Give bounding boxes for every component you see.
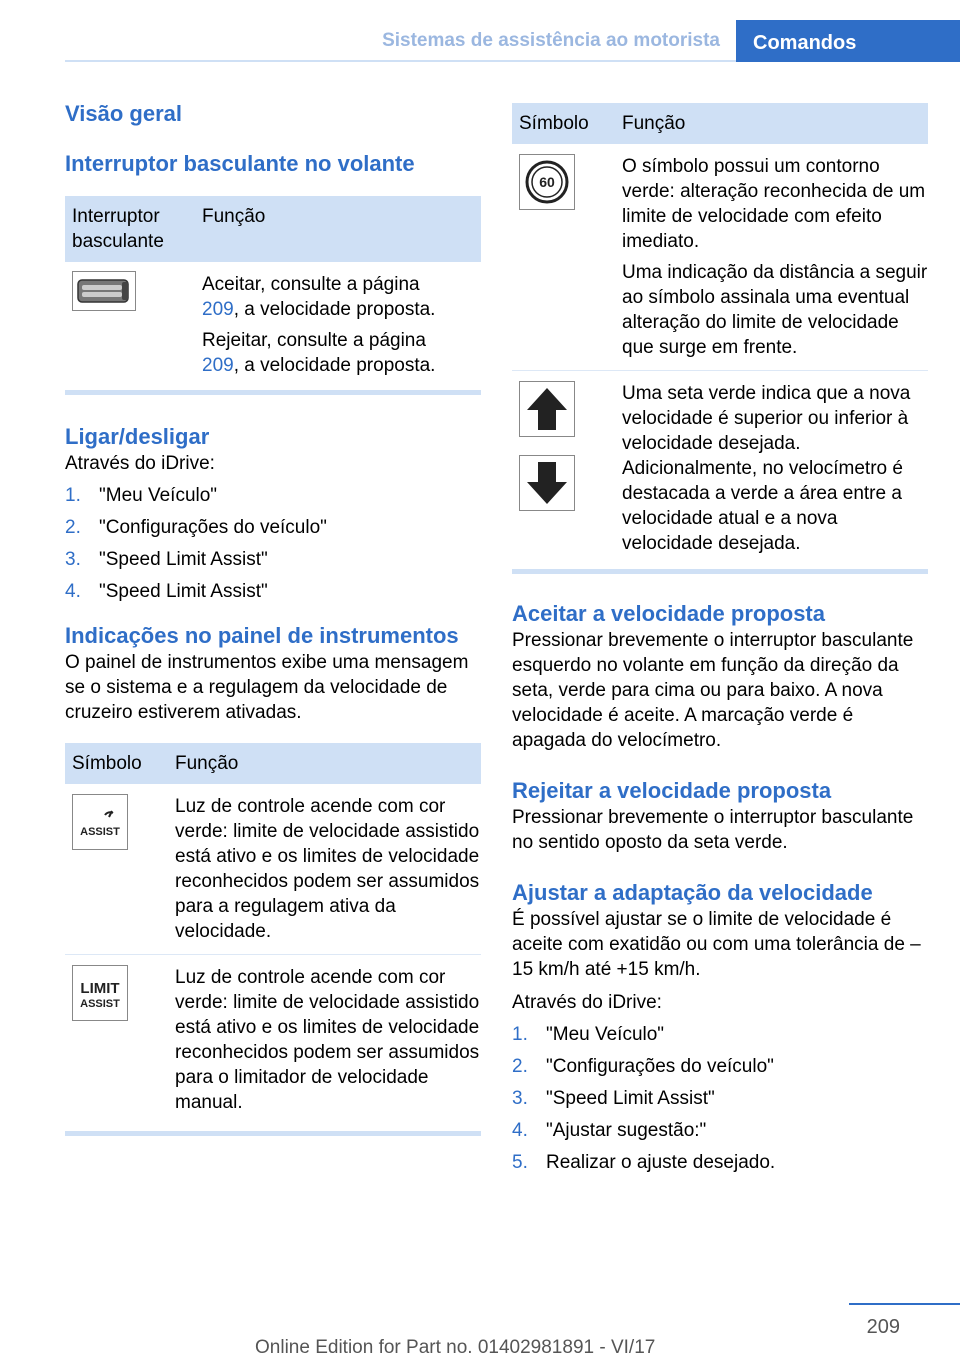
reject-text: Rejeitar, consulte a página (202, 330, 426, 351)
reject-speed-heading: Rejeitar a velocidade proposta (512, 778, 832, 803)
table-row (65, 262, 481, 388)
page-header (65, 20, 960, 62)
symbol-table-left (65, 743, 481, 1125)
limit-icon-label: LIMIT (80, 980, 120, 997)
list-item (65, 515, 481, 540)
adjust-intro: Através do iDrive: (512, 992, 662, 1013)
step-text: "Ajustar sugestão:" (546, 1120, 707, 1141)
table-col-rocker: Interruptor basculante (65, 196, 195, 262)
sign-value: 60 (539, 174, 555, 190)
speed-limit-sign-icon (519, 154, 575, 210)
accept-text-end: , a velocidade proposta. (233, 299, 436, 320)
table-end-bar (65, 390, 481, 395)
on-off-heading: Ligar/desligar (65, 424, 210, 449)
table-header-row (65, 196, 481, 262)
list-item (512, 1086, 928, 1111)
sign-description-2: Uma indicação da distância a seguir ao símbolo assinala uma eventual alteração do limite de velocidade que surge em frente. (622, 262, 928, 358)
page-link[interactable]: 209 (202, 355, 234, 376)
accept-text: Aceitar, consulte a página (202, 274, 420, 295)
step-number: 4. (65, 581, 81, 602)
step-number: 1. (65, 485, 81, 506)
step-number: 5. (512, 1152, 528, 1173)
rocker-switch-table (65, 196, 481, 388)
reject-text-end: , a velocidade proposta. (233, 355, 436, 376)
header-divider (65, 60, 736, 62)
header-chapter-tab[interactable]: Comandos (736, 20, 960, 62)
list-item (512, 1118, 928, 1143)
table-header-row (65, 743, 481, 784)
list-item (512, 1150, 928, 1175)
speed-limit-assist-icon (72, 794, 128, 850)
on-off-intro: Através do iDrive: (65, 453, 215, 474)
step-text: Realizar o ajuste desejado. (546, 1152, 776, 1173)
limit-assist-icon (72, 965, 128, 1021)
arrow-down-icon (519, 455, 575, 511)
limit-icon-sublabel: ASSIST (80, 998, 120, 1010)
limit-description: Luz de controle acende com cor verde: limite de velocidade assistido está ativo e os limites de velocidade reconhecidos podem ser assumidos para o limitador de velocidade manual. (175, 967, 480, 1113)
rocker-switch-heading: Interruptor basculante no volante (65, 151, 415, 176)
step-number: 1. (512, 1024, 528, 1045)
step-number: 2. (65, 517, 81, 538)
rocker-switch-icon (72, 271, 136, 311)
table-header-row (512, 103, 928, 144)
sign-description-1: O símbolo possui um contorno verde: alteração reconhecida de um limite de velocidade com efeito imediato. (622, 156, 926, 252)
edition-note: Online Edition for Part no. 01402981891 - VI/17 (255, 1337, 656, 1358)
symbol-table-right (512, 103, 928, 566)
step-number: 2. (512, 1056, 528, 1077)
on-off-steps (65, 483, 481, 604)
table-col-function: Função (195, 196, 481, 262)
table-col-symbol: Símbolo (512, 103, 615, 144)
table-col-function: Função (168, 743, 481, 784)
step-number: 3. (65, 549, 81, 570)
list-item (65, 483, 481, 508)
step-text: "Meu Veículo" (546, 1024, 665, 1045)
arrow-up-icon (519, 381, 575, 437)
step-number: 4. (512, 1120, 528, 1141)
step-text: "Meu Veículo" (99, 485, 218, 506)
assist-icon-label: ASSIST (80, 826, 120, 838)
step-text: "Configurações do veículo" (546, 1056, 774, 1077)
step-text: "Speed Limit Assist" (99, 549, 268, 570)
table-row (512, 144, 928, 371)
assist-description: Luz de controle acende com cor verde: limite de velocidade assistido está ativo e os limites de velocidade reconhecidos podem ser assumidos para a regulagem ativa da velocidade. (175, 796, 480, 942)
step-number: 3. (512, 1088, 528, 1109)
accept-speed-text: Pressionar brevemente o interruptor basculante esquerdo no volante em função da direção da seta, verde para cima ou para baixo. A nova velocidade é aceite. A marcação verde é apagada do velocímetro. (512, 630, 914, 751)
step-text: "Configurações do veículo" (99, 517, 327, 538)
adjust-speed-text: É possível ajustar se o limite de velocidade é aceite com exatidão ou com uma tolerância de –15 km/h até +15 km/h. (512, 909, 921, 980)
left-column (65, 100, 481, 1136)
table-row (512, 371, 928, 567)
instrument-panel-text: O painel de instrumentos exibe uma mensagem se o sistema e a regulagem da velocidade de cruzeiro estiverem ativadas. (65, 652, 469, 723)
right-column (512, 103, 928, 1175)
accept-instruction (202, 272, 481, 322)
list-item (512, 1022, 928, 1047)
footer-divider (849, 1303, 960, 1305)
overview-heading: Visão geral (65, 101, 182, 126)
list-item (65, 547, 481, 572)
header-section-title: Sistemas de assistência ao motorista (382, 30, 720, 51)
accept-speed-heading: Aceitar a velocidade proposta (512, 601, 825, 626)
adjust-speed-heading: Ajustar a adaptação da velocidade (512, 880, 873, 905)
adjust-steps (512, 1022, 928, 1175)
arrow-description: Uma seta verde indica que a nova velocidade é superior ou inferior à velocidade desejada. Adicionalmente, no velocímetro é destacada a verde a área entre a velocidade atual e a nova velocidade desejada. (622, 383, 911, 554)
page-number: 209 (866, 1316, 900, 1338)
table-end-bar (65, 1131, 481, 1136)
table-row (65, 955, 481, 1126)
table-col-function: Função (615, 103, 928, 144)
step-text: "Speed Limit Assist" (99, 581, 268, 602)
list-item (65, 579, 481, 604)
page-link[interactable]: 209 (202, 299, 234, 320)
reject-speed-text: Pressionar brevemente o interruptor basculante no sentido oposto da seta verde. (512, 807, 914, 853)
table-col-symbol: Símbolo (65, 743, 168, 784)
reject-instruction (202, 328, 481, 378)
instrument-panel-heading: Indicações no painel de instrumentos (65, 623, 459, 648)
list-item (512, 1054, 928, 1079)
table-row (65, 784, 481, 955)
step-text: "Speed Limit Assist" (546, 1088, 715, 1109)
table-end-bar (512, 569, 928, 574)
